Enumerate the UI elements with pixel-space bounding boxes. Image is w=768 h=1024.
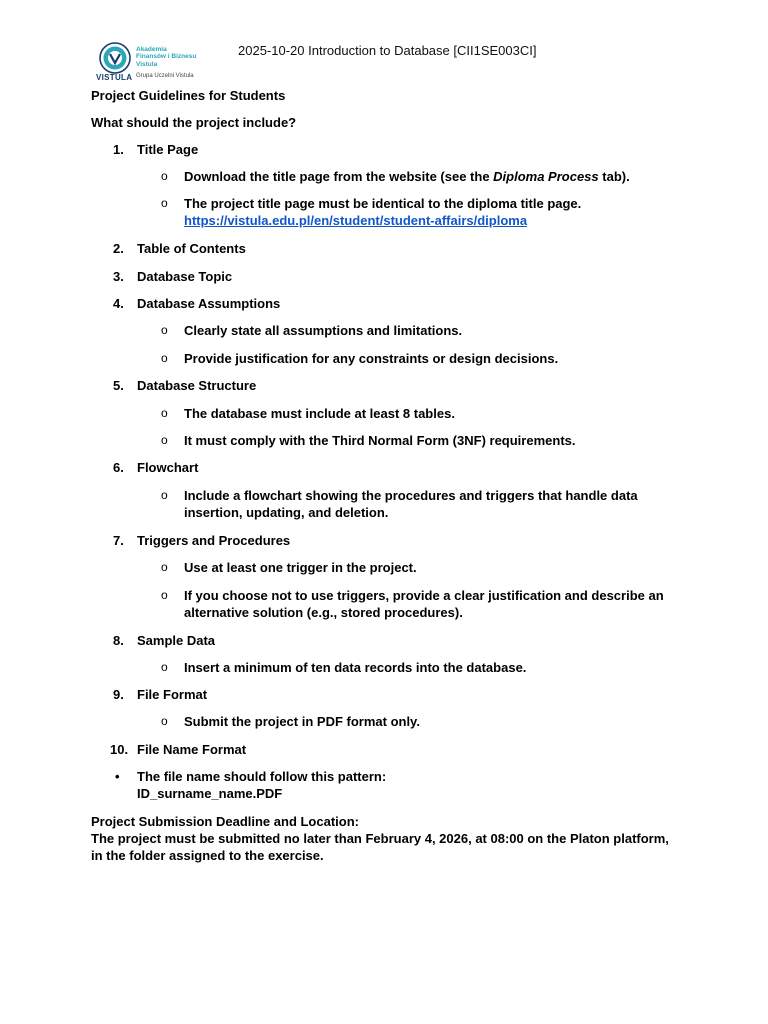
item-number: 3. (113, 269, 124, 284)
sub-item-text: The file name should follow this pattern: ID_surname_name.PDF (137, 769, 387, 801)
logo-academy-name: Akademia Finansów i Biznesu Vistula (136, 46, 197, 68)
sub-bullet: o (161, 560, 168, 574)
sub-item-text: If you choose not to use triggers, provide a clear justification and describe an alternative solution (e.g., stored procedures). (184, 588, 664, 620)
vistula-seal-icon (96, 42, 134, 74)
bullet-dot: • (115, 769, 120, 784)
item-title: Database Assumptions (137, 296, 281, 311)
item-title: Table of Contents (137, 241, 246, 256)
sub-bullet: o (161, 169, 168, 183)
sub-item-text: It must comply with the Third Normal Form (3NF) requirements. (184, 433, 576, 448)
sub-bullet: o (161, 433, 168, 447)
item-title: Sample Data (137, 633, 216, 648)
sub-item-text: Provide justification for any constraints or design decisions. (184, 351, 559, 366)
item-number: 10. (110, 742, 129, 757)
page-subheading: What should the project include? (91, 115, 297, 130)
item-title: Database Structure (137, 378, 257, 393)
diploma-link[interactable]: https://vistula.edu.pl/en/student/student-affairs/diploma (184, 213, 528, 228)
item-number: 5. (113, 378, 124, 393)
logo-wordmark: VISTULA (96, 73, 133, 82)
item-number: 8. (113, 633, 124, 648)
sub-item-text: Insert a minimum of ten data records into the database. (184, 660, 527, 675)
item-number: 4. (113, 296, 124, 311)
sub-item-text: Use at least one trigger in the project. (184, 560, 417, 575)
sub-item-text: Download the title page from the website (see the Diploma Process tab). (184, 169, 630, 184)
item-title: File Format (137, 687, 208, 702)
item-number: 7. (113, 533, 124, 548)
item-title: File Name Format (137, 742, 247, 757)
item-title: Title Page (137, 142, 199, 157)
sub-item-text: The database must include at least 8 tables. (184, 406, 455, 421)
sub-bullet: o (161, 196, 168, 210)
vistula-logo (96, 42, 236, 84)
logo-group-name: Grupa Uczelni Vistula (136, 73, 194, 79)
sub-bullet: o (161, 406, 168, 420)
sub-bullet: o (161, 660, 168, 674)
item-title: Flowchart (137, 460, 199, 475)
submission-section (91, 813, 681, 864)
submission-title: Project Submission Deadline and Location: (91, 814, 359, 829)
item-number: 1. (113, 142, 124, 157)
sub-item-text: The project title page must be identical to the diploma title page. https://vistula.edu.pl/en/student/student-affairs/diploma (184, 196, 582, 228)
sub-bullet: o (161, 714, 168, 728)
item-number: 2. (113, 241, 124, 256)
sub-bullet: o (161, 488, 168, 502)
item-title: Triggers and Procedures (137, 533, 291, 548)
item-number: 9. (113, 687, 124, 702)
sub-item-text: Include a flowchart showing the procedures and triggers that handle data insertion, updating, and deletion. (184, 488, 638, 520)
sub-item-text: Submit the project in PDF format only. (184, 714, 420, 729)
header-title: 2025-10-20 Introduction to Database [CII1SE003CI] (238, 43, 537, 58)
page-heading: Project Guidelines for Students (91, 88, 286, 103)
sub-item-text: Clearly state all assumptions and limitations. (184, 323, 463, 338)
item-number: 6. (113, 460, 124, 475)
sub-bullet: o (161, 351, 168, 365)
submission-text: The project must be submitted no later than February 4, 2026, at 08:00 on the Platon platform, in the folder assigned to the exercise. (91, 831, 669, 863)
sub-bullet: o (161, 588, 168, 602)
item-title: Database Topic (137, 269, 233, 284)
sub-bullet: o (161, 323, 168, 337)
